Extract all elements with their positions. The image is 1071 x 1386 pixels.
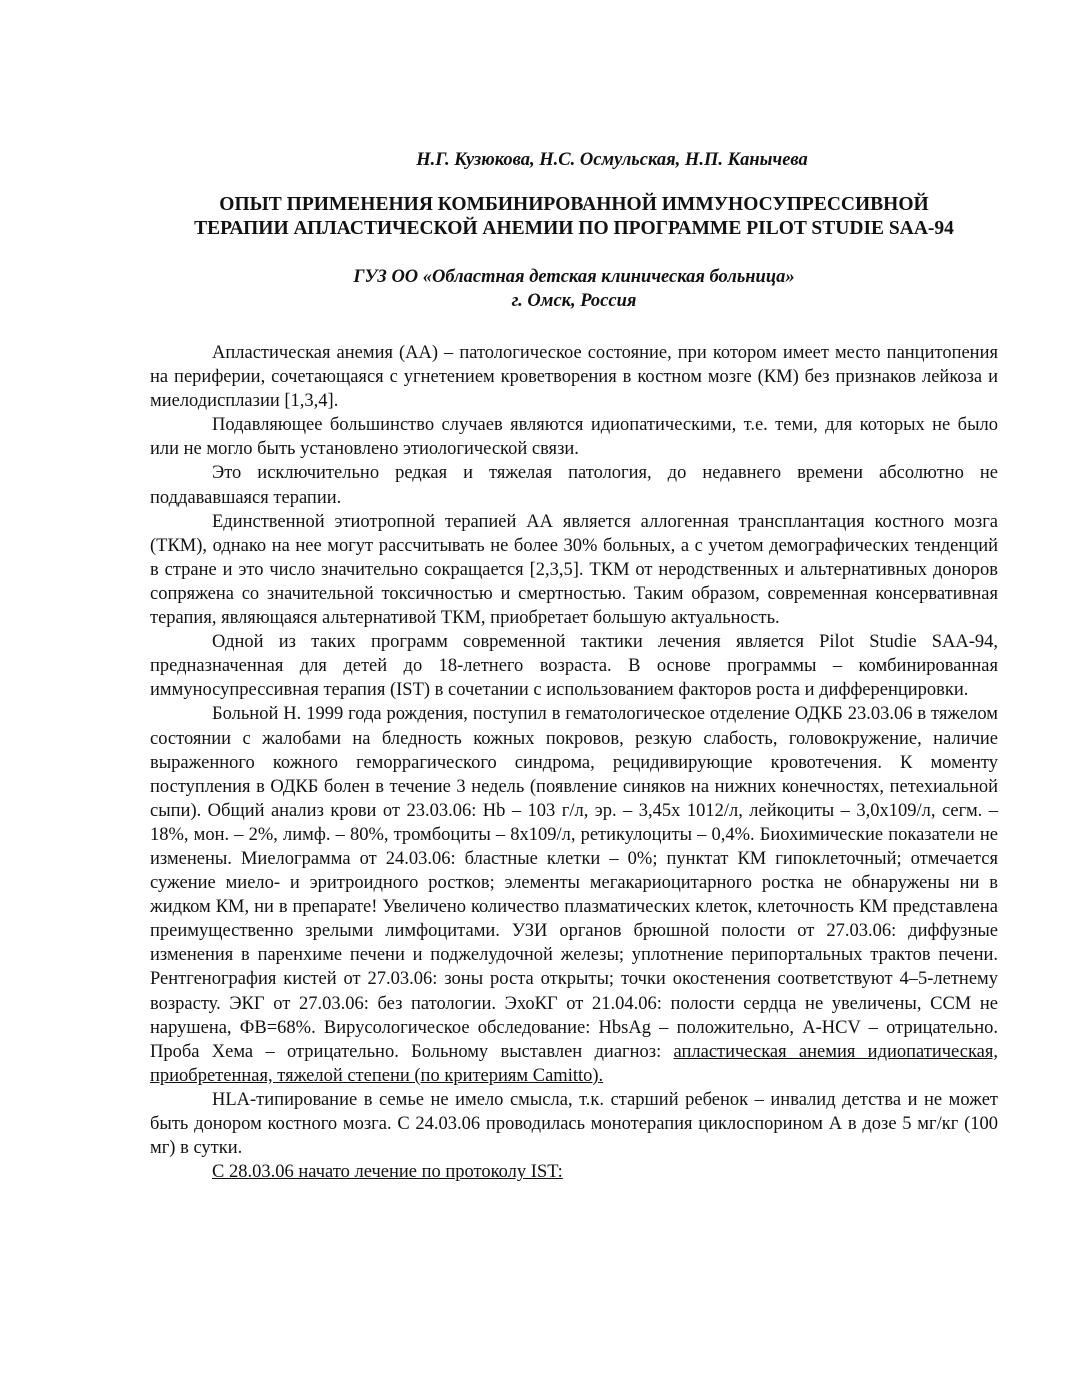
paragraph-4: Единственной этиотропной терапией АА является аллогенная трансплантация костного мозга (ТКМ), однако на нее могут рассчитывать не более 30% больных, а с учетом демографических тенденций в стране и это число значительно сокращается [2,3,5]. ТКМ от неродственных и альтернативных доноров сопряжена со значительной токсичностью и смертностью. Таким образом, современная консервативная терапия, являющаяся альтернативой ТКМ, приобретает большую актуальность. [150,511,998,629]
paragraph-2: Подавляющее большинство случаев являются идиопатическими, т.е. теми, для которых не было или не могло быть установлено этиологической связи. [150,415,998,460]
authors-line: Н.Г. Кузюкова, Н.С. Осмульская, Н.П. Канычева [416,150,808,170]
protocol-heading-underlined: С 28.03.06 начато лечение по протоколу IST: [212,1162,563,1183]
paragraph-8 [150,1160,998,1184]
paragraph-7: HLA-типирование в семье не имело смысла, т.к. старший ребенок – инвалид детства и не может быть донором костного мозга. С 24.03.06 проводилась монотерапия циклоспорином А в дозе 5 мг/кг (100 мг) в сутки. [150,1089,998,1159]
institution-city: г. Омск, Россия [511,291,637,311]
title-line-2: ТЕРАПИИ АПЛАСТИЧЕСКОЙ АНЕМИИ ПО ПРОГРАММЕ PILOT STUDIE SAA-94 [194,218,954,239]
article-title [150,193,998,241]
institution-block [150,265,998,313]
paragraph-1: Апластическая анемия (АА) – патологическое состояние, при котором имеет место панцитопения на периферии, сочетающаяся с угнетением кроветворения в костном мозге (КМ) без признаков лейкоза и миелодисплазии [1,3,4]. [150,343,998,412]
paragraph-5: Одной из таких программ современной тактики лечения является Pilot Studie SAA-94, предназначенная для детей до 18-летнего возраста. В основе программы – комбинированная иммуносупрессивная терапия (IST) в сочетании с использованием факторов роста и дифференцировки. [150,632,998,701]
case-description: Больной Н. 1999 года рождения, поступил в гематологическое отделение ОДКБ 23.03.06 в тяжелом состоянии с жалобами на бледность кожных покровов, резкую слабость, головокружение, наличие выраженного кожного геморрагического синдрома, рецидивирующие кровотечения. К моменту поступления в ОДКБ болен в течение 3 недель (появление синяков на нижних конечностях, петехиальной сыпи). Общий анализ крови от 23.03.06: Hb – 103 г/л, эр. – 3,45х 1012/л, лейкоциты – 3,0х109/л, сегм. – 18%, мон. – 2%, лимф. – 80%, тромбоциты – 8х109/л, ретикулоциты – 0,4%. Биохимические показатели не изменены. Миелограмма от 24.03.06: бластные клетки – 0%; пунктат КМ гипоклеточный; отмечается сужение миело- и эритроидного ростков; элементы мегакариоцитарного ростка не обнаружены ни в жидком КМ, ни в препарате! Увеличено количество плазматических клеток, клеточность КМ представлена преимущественно зрелыми лимфоцитами. УЗИ органов брюшной полости от 27.03.06: диффузные изменения в паренхиме печени и поджелудочной железы; уплотнение перипортальных трактов печени. Рентгенография кистей от 27.03.06: зоны роста открыты; точки окостенения соответствуют 4–5-летнему возрасту. ЭКГ от 27.03.06: без патологии. ЭхоКГ от 21.04.06: полости сердца не увеличены, ССМ не нарушена, ФВ=68%. Вирусологическое обследование: HbsAg – положительно, A-HCV – отрицательно. Проба Хема – отрицательно. Больному выставлен диагноз: [150,704,998,1062]
title-line-1: ОПЫТ ПРИМЕНЕНИЯ КОМБИНИРОВАННОЙ ИММУНОСУПРЕССИВНОЙ [219,194,929,215]
paragraph-3: Это исключительно редкая и тяжелая патология, до недавнего времени абсолютно не поддававшаяся терапии. [150,463,998,508]
institution-name: ГУЗ ОО «Областная детская клиническая больница» [353,267,795,287]
article-body [150,341,998,1184]
document-page [150,148,998,1184]
diagnosis-underlined: апластическая анемия идиопатическая, приобретенная, тяжелой степени (по критериям Camitto). [150,1041,998,1086]
paragraph-6 [150,702,998,1088]
